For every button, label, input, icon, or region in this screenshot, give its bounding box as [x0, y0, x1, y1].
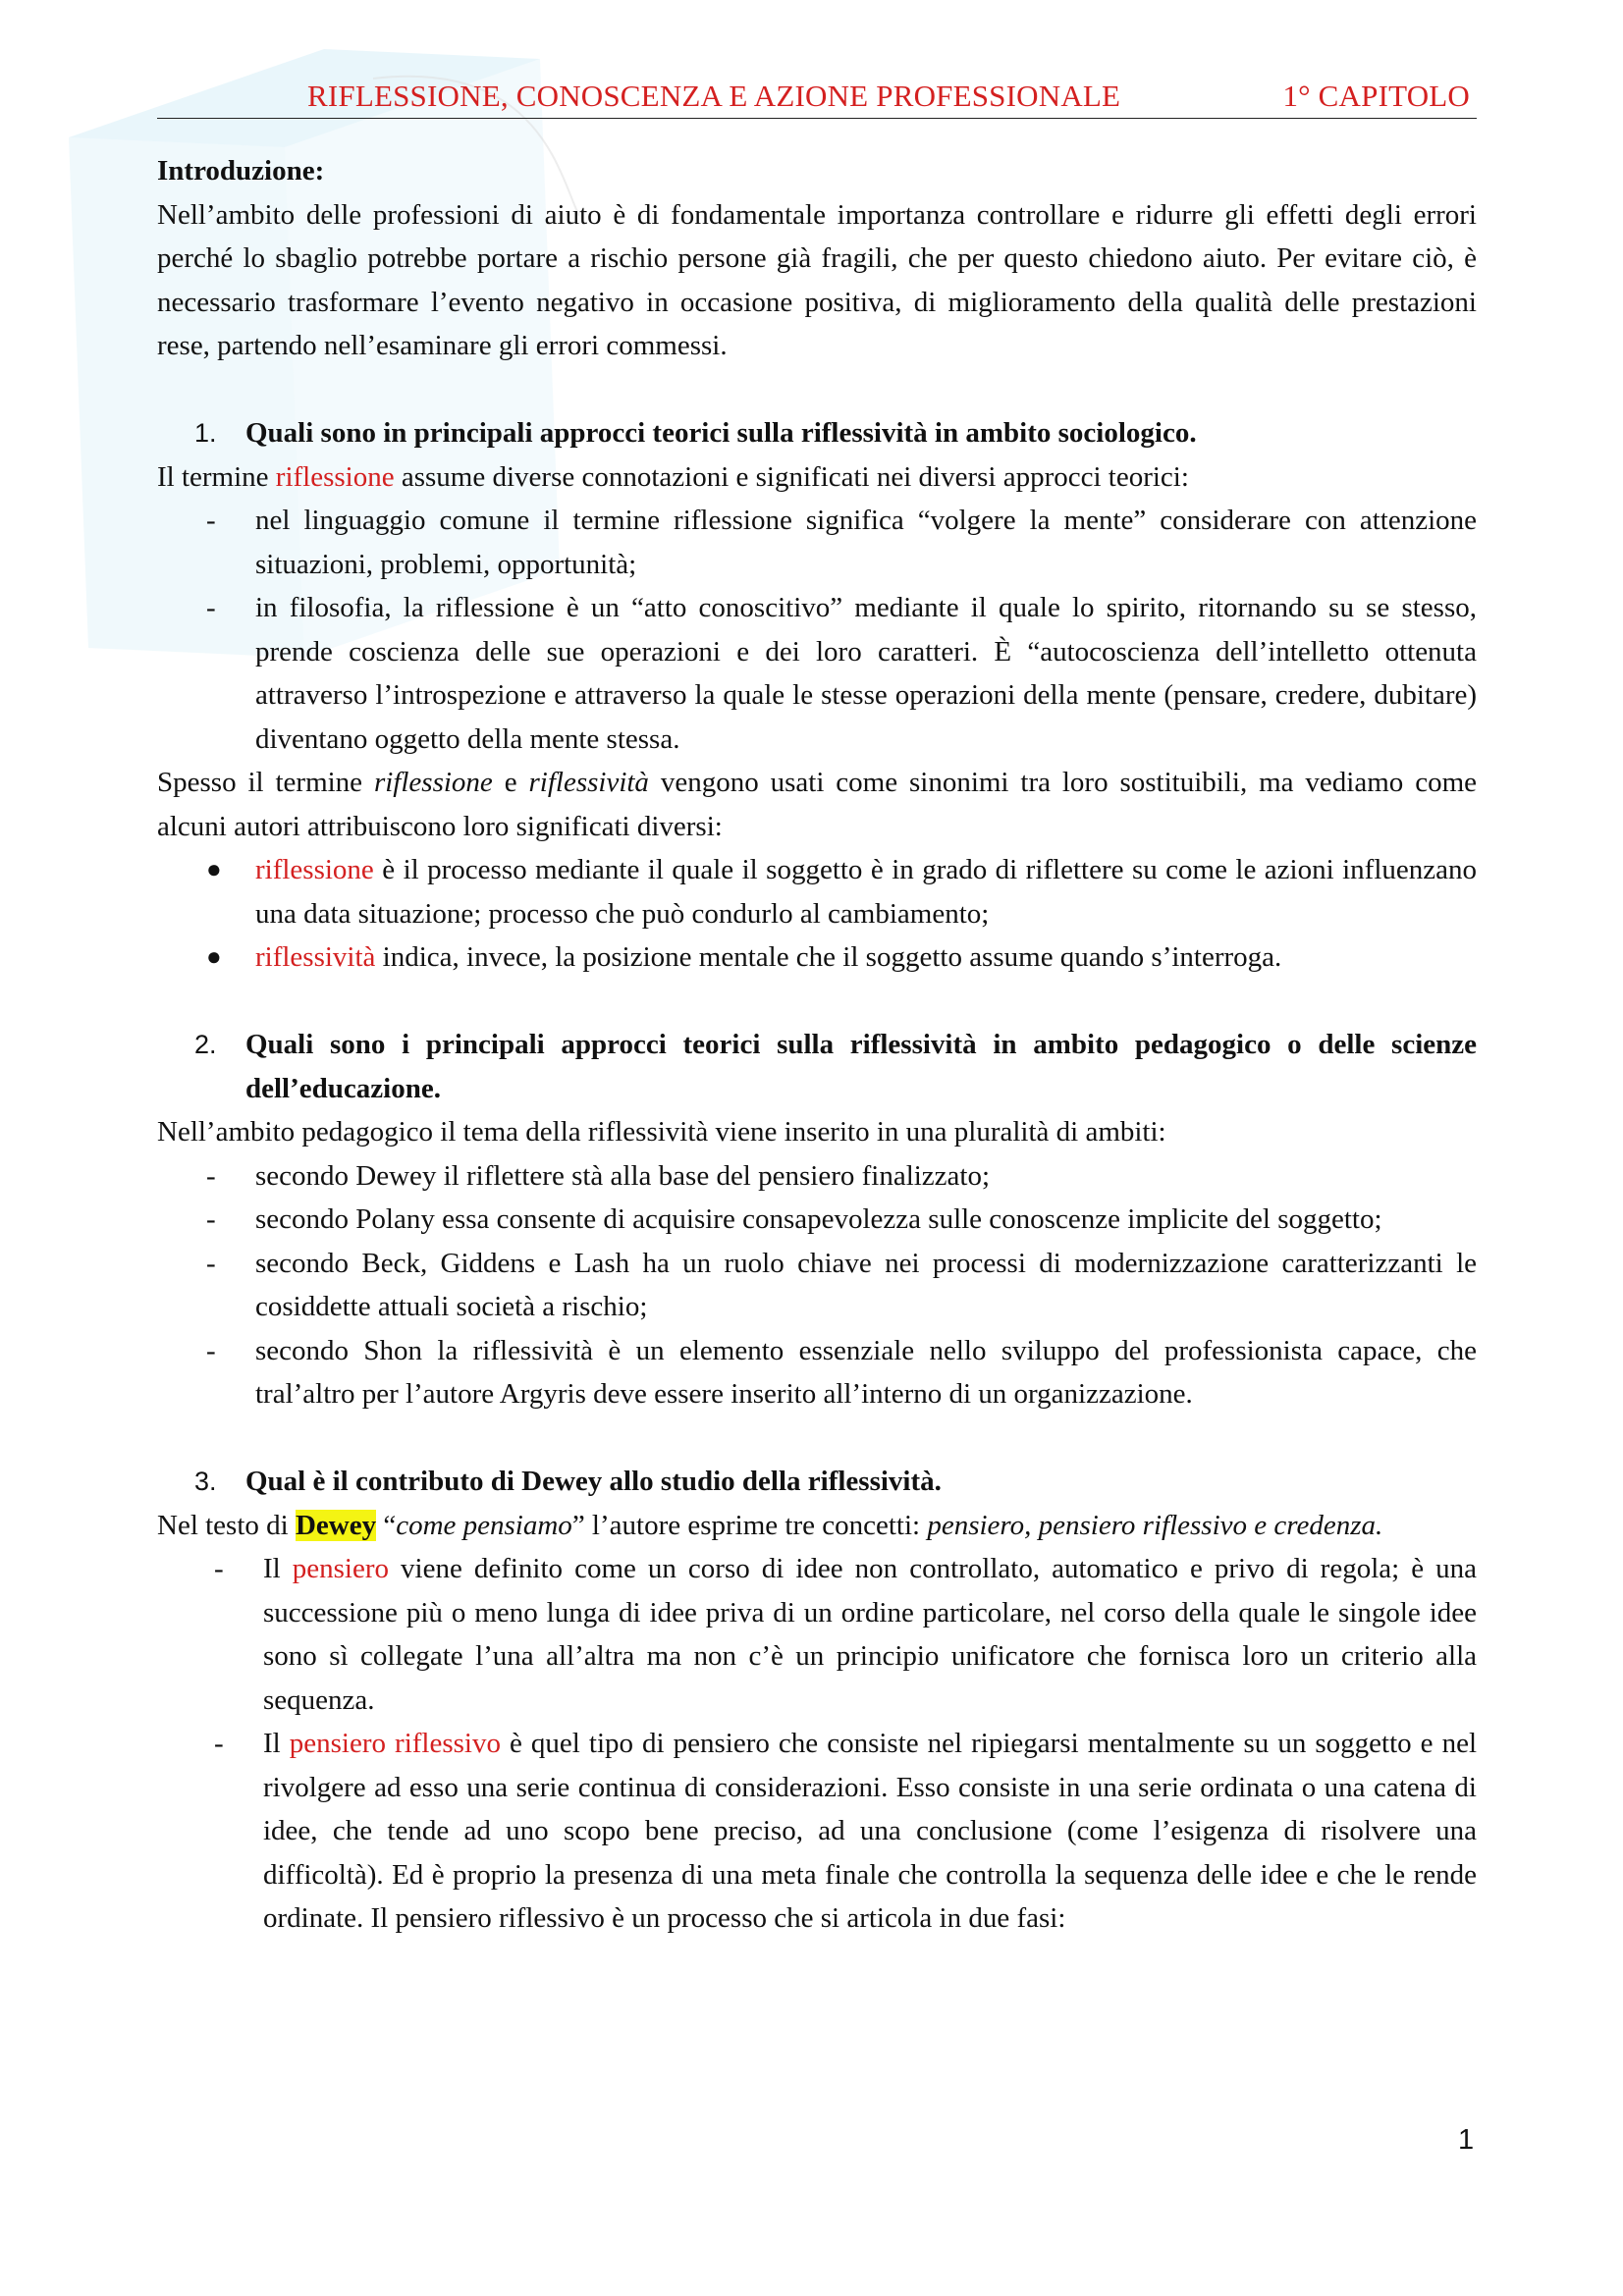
header-chapter: 1° CAPITOLO	[1282, 79, 1470, 113]
question-3-title: Qual è il contributo di Dewey allo studio della riflessività.	[245, 1466, 942, 1497]
question-3-lead: Nel testo di Dewey “come pensiamo” l’autore esprime tre concetti: pensiero, pensiero riflessivo e credenza.	[157, 1509, 1383, 1541]
question-3-dash-list	[157, 1547, 1477, 1941]
question-3-number: 3.	[194, 1467, 217, 1496]
intro-paragraph: Nell’ambito delle professioni di aiuto è di fondamentale importanza controllare e ridurre gli effetti degli errori perché lo sbaglio potrebbe portare a rischio persone già fragili, che per questo chiedono aiuto. Per evitare ciò, è necessario trasformare l’evento negativo in occasione positiva, di miglioramento della qualità delle prestazioni rese, partendo nell’esaminare gli errori commessi.	[157, 198, 1477, 361]
header-title: RIFLESSIONE, CONOSCENZA E AZIONE PROFESSIONALE	[307, 79, 1121, 113]
question-3-heading	[157, 1460, 1477, 1504]
question-2-lead: Nell’ambito pedagogico il tema della riflessività viene inserito in una pluralità di ambiti:	[157, 1116, 1166, 1148]
list-item: ● riflessività indica, invece, la posizione mentale che il soggetto assume quando s’interroga.	[206, 941, 1282, 973]
list-item: - secondo Beck, Giddens e Lash ha un ruolo chiave nei processi di modernizzazione caratterizzanti le cosiddette attuali società a rischio;	[206, 1247, 1477, 1322]
highlight-dewey: Dewey	[295, 1509, 377, 1541]
list-item: - nel linguaggio comune il termine riflessione significa “volgere la mente” considerare con attenzione situazioni, problemi, opportunità;	[206, 505, 1477, 580]
page-header	[157, 71, 1477, 119]
question-1-number: 1.	[194, 418, 217, 448]
list-item: - Il pensiero riflessivo è quel tipo di pensiero che consiste nel ripiegarsi mentalmente su un soggetto e nel rivolgere ad esso una serie continua di considerazioni. Esso consiste in una serie ordinata o una catena di idee, che tende ad uno scopo bene preciso, ad una conclusione (come l’esigenza di risolvere una difficoltà). Ed è proprio la presenza di una meta finale che controlla la sequenza delle idee e che le rende ordinate. Il pensiero riflessivo è un processo che si articola in due fasi:	[214, 1728, 1478, 1934]
list-item: - Il pensiero viene definito come un corso di idee non controllato, automatico e privo di regola; è una successione più o meno lunga di idee priva di un ordine particolare, nel corso della quale le singole idee sono sì collegate l’una all’altra ma non c’è un principio unificatore che fornisca loro un criterio alla sequenza.	[214, 1553, 1477, 1716]
page-content	[157, 149, 1477, 1941]
question-1-paragraph-2: Spesso il termine riflessione e riflessività vengono usati come sinonimi tra loro sostituibili, ma vediamo come alcuni autori attribuiscono loro significati diversi:	[157, 767, 1477, 842]
question-2-heading	[157, 1023, 1477, 1110]
list-item: ● riflessione è il processo mediante il quale il soggetto è in grado di riflettere su come le azioni influenzano una data situazione; processo che può condurlo al cambiamento;	[206, 854, 1477, 930]
question-2-title: Quali sono i principali approcci teorici sulla riflessività in ambito pedagogico o delle scienze dell’educazione.	[245, 1029, 1477, 1104]
question-2-dash-list	[157, 1154, 1477, 1416]
list-item: - secondo Shon la riflessività è un elemento essenziale nello sviluppo del professionista capace, che tral’altro per l’autore Argyris deve essere inserito all’interno di un organizzazione.	[206, 1334, 1477, 1410]
term-riflessione: riflessione	[275, 460, 395, 493]
question-1-heading	[157, 411, 1477, 455]
list-item: - in filosofia, la riflessione è un “atto conoscitivo” mediante il quale lo spirito, ritornando su se stesso, prende coscienza delle sue operazioni e dei loro caratteri. È “autocoscienza dell’intelletto ottenuta attraverso l’introspezione e attraverso la quale le stesse operazioni della mente (pensare, credere, dubitare) diventano oggetto della mente stessa.	[206, 592, 1477, 755]
intro-heading: Introduzione:	[157, 155, 325, 187]
question-2-number: 2.	[194, 1030, 217, 1059]
question-1-title: Quali sono in principali approcci teorici sulla riflessività in ambito sociologico.	[245, 417, 1197, 449]
list-item: - secondo Polany essa consente di acquisire consapevolezza sulle conoscenze implicite del soggetto;	[206, 1203, 1382, 1235]
question-1-dash-list	[157, 499, 1477, 761]
question-1-lead: Il termine riflessione assume diverse connotazioni e significati nei diversi approcci teorici:	[157, 460, 1189, 493]
question-1-bullet-list	[157, 848, 1477, 980]
page-number: 1	[1458, 2124, 1475, 2156]
list-item: - secondo Dewey il riflettere stà alla base del pensiero finalizzato;	[206, 1159, 991, 1192]
